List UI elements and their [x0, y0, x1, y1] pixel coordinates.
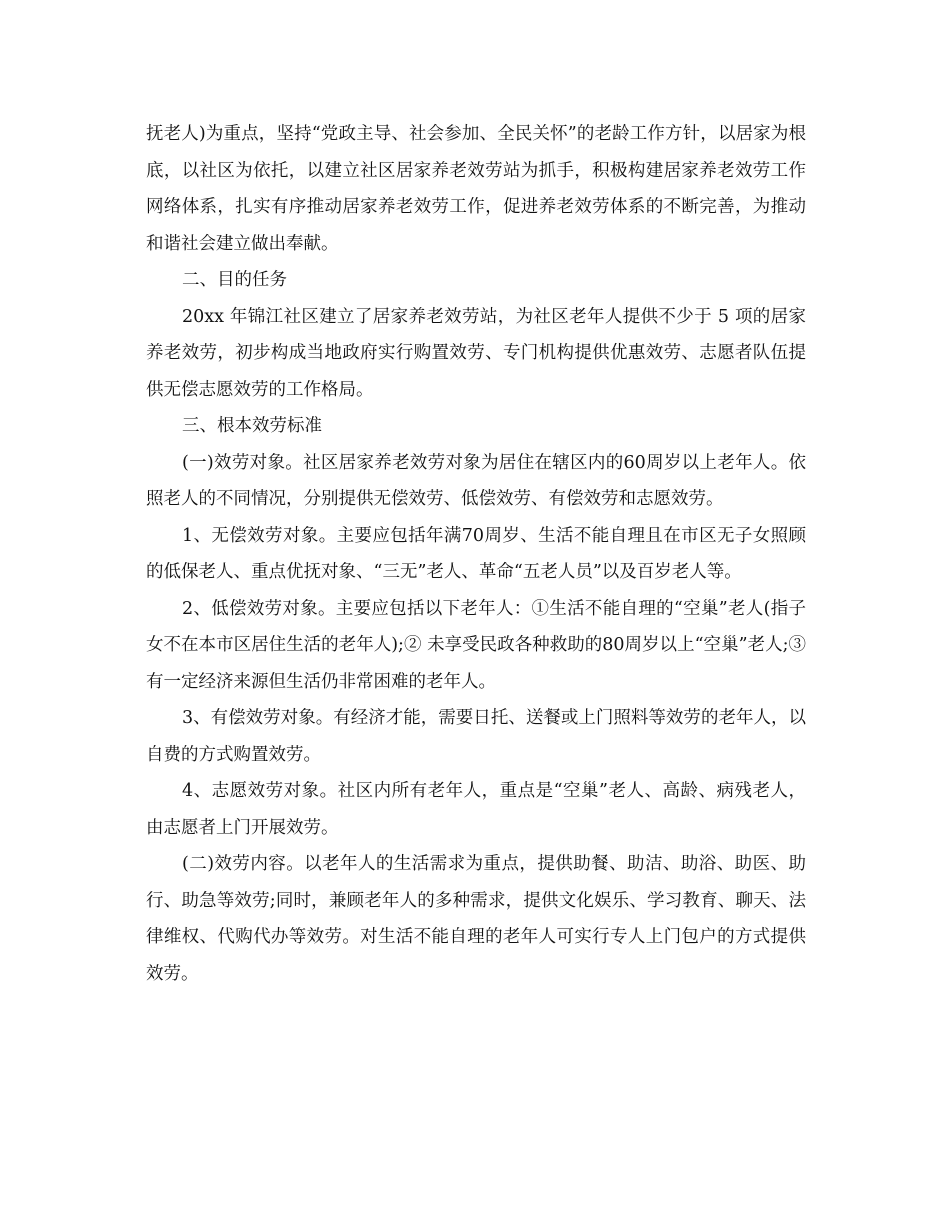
- section-heading-service-standards: 三、根本效劳标准: [182, 416, 322, 436]
- paragraph-service-content: (二)效劳内容。以老年人的生活需求为重点，提供助餐、助洁、助浴、助医、助行、助急等效劳;同时，兼顾老年人的多种需求，提供文化娱乐、学习教育、聊天、法律维权、代购代办等效劳。对生活不能自理的老年人可实行专人上门包户的方式提供效劳。: [146, 854, 806, 984]
- paragraph-volunteer-service: 4、志愿效劳对象。社区内所有老年人，重点是“空巢”老人、高龄、病残老人，由志愿者上门开展效劳。: [146, 781, 806, 838]
- paragraph-free-service: 1、无偿效劳对象。主要应包括年满70周岁、生活不能自理且在市区无子女照顾的低保老人、重点优抚对象、“三无”老人、革命“五老人员”以及百岁老人等。: [146, 525, 806, 582]
- paragraph-objectives: 20xx 年锦江社区建立了居家养老效劳站，为社区老年人提供不少于 5 项的居家养老效劳，初步构成当地政府实行购置效劳、专门机构提供优惠效劳、志愿者队伍提供无偿志愿效劳的工作格局。: [146, 306, 806, 400]
- paragraph-paid-service: 3、有偿效劳对象。有经济才能，需要日托、送餐或上门照料等效劳的老年人，以自费的方式购置效劳。: [146, 708, 806, 765]
- document-body: [146, 116, 806, 992]
- paragraph-intro-continued: 抚老人)为重点，坚持“党政主导、社会参加、全民关怀”的老龄工作方针，以居家为根底，以社区为依托，以建立社区居家养老效劳站为抓手，积极构建居家养老效劳工作网络体系，扎实有序推动居家养老效劳工作，促进养老效劳体系的不断完善，为推动和谐社会建立做出奉献。: [146, 124, 806, 254]
- section-heading-objectives: 二、目的任务: [182, 270, 287, 290]
- paragraph-service-targets: (一)效劳对象。社区居家养老效劳对象为居住在辖区内的60周岁以上老年人。依照老人的不同情况，分别提供无偿效劳、低偿效劳、有偿效劳和志愿效劳。: [146, 452, 806, 509]
- paragraph-low-cost-service: 2、低偿效劳对象。主要应包括以下老年人：①生活不能自理的“空巢”老人(指子女不在本市区居住生活的老年人);② 未享受民政各种救助的80周岁以上“空巢”老人;③ 有一定经济来源但生活仍非常困难的老年人。: [146, 598, 806, 692]
